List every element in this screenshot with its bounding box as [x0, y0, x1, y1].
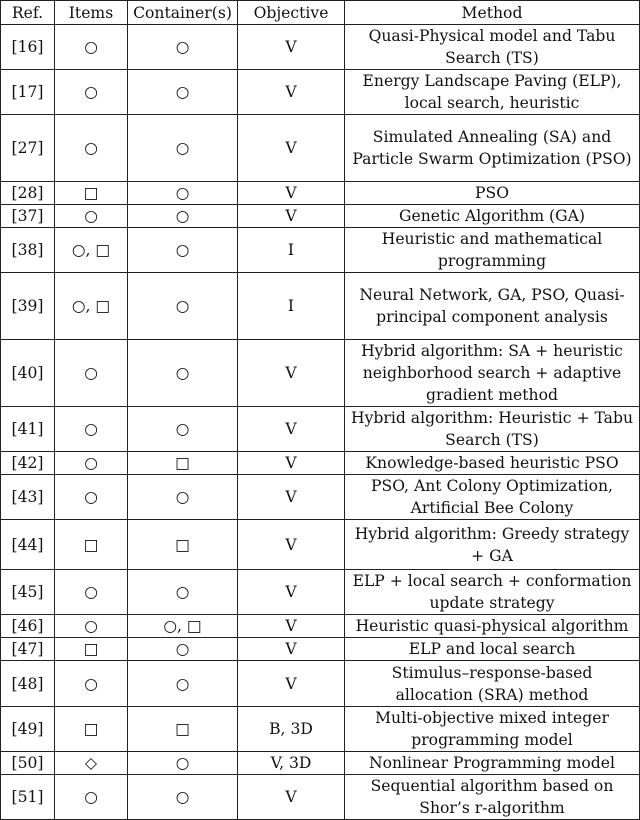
- cell-ref: [17]: [1, 70, 55, 115]
- cell-method: ELP and local search: [345, 638, 640, 661]
- cell-method: Stimulus–response-based allocation (SRA) method: [345, 661, 640, 707]
- cell-items: ○: [55, 452, 128, 475]
- header-items: Items: [55, 1, 128, 25]
- table-row: [1, 182, 640, 205]
- cell-container: ○: [128, 638, 238, 661]
- table-row: [1, 707, 640, 752]
- cell-ref: [48]: [1, 661, 55, 707]
- table-row: [1, 520, 640, 570]
- cell-method: PSO, Ant Colony Optimization, Artificial Bee Colony: [345, 475, 640, 520]
- cell-items: ○: [55, 615, 128, 638]
- table-row: [1, 452, 640, 475]
- cell-method: PSO: [345, 182, 640, 205]
- table-row: [1, 273, 640, 340]
- cell-container: ○: [128, 273, 238, 340]
- cell-method: Neural Network, GA, PSO, Quasi-principal component analysis: [345, 273, 640, 340]
- cell-objective: V: [238, 407, 345, 452]
- header-objective: Objective: [238, 1, 345, 25]
- cell-objective: I: [238, 228, 345, 273]
- cell-container: ○: [128, 70, 238, 115]
- cell-method: Heuristic quasi-physical algorithm: [345, 615, 640, 638]
- cell-items: ○: [55, 775, 128, 820]
- header-ref: Ref.: [1, 1, 55, 25]
- cell-items: ○: [55, 407, 128, 452]
- table-row: [1, 228, 640, 273]
- table-row: [1, 615, 640, 638]
- cell-container: ○: [128, 752, 238, 775]
- header-method: Method: [345, 1, 640, 25]
- cell-ref: [37]: [1, 205, 55, 228]
- cell-container: ○: [128, 25, 238, 70]
- cell-items: ○: [55, 205, 128, 228]
- cell-items: ○, □: [55, 228, 128, 273]
- cell-items: □: [55, 707, 128, 752]
- table-row: [1, 661, 640, 707]
- cell-objective: V: [238, 638, 345, 661]
- cell-ref: [27]: [1, 115, 55, 182]
- cell-ref: [46]: [1, 615, 55, 638]
- table-row: [1, 475, 640, 520]
- cell-ref: [41]: [1, 407, 55, 452]
- cell-container: ○: [128, 340, 238, 407]
- cell-objective: V: [238, 452, 345, 475]
- cell-objective: V: [238, 615, 345, 638]
- cell-items: ◇: [55, 752, 128, 775]
- header-container: Container(s): [128, 1, 238, 25]
- cell-objective: V, 3D: [238, 752, 345, 775]
- table-row: [1, 752, 640, 775]
- cell-method: Hybrid algorithm: SA + heuristic neighborhood search + adaptive gradient method: [345, 340, 640, 407]
- cell-method: Heuristic and mathematical programming: [345, 228, 640, 273]
- cell-ref: [40]: [1, 340, 55, 407]
- table-row: [1, 115, 640, 182]
- table-row: [1, 775, 640, 820]
- cell-method: Hybrid algorithm: Greedy strategy + GA: [345, 520, 640, 570]
- cell-objective: V: [238, 205, 345, 228]
- cell-method: Quasi-Physical model and Tabu Search (TS): [345, 25, 640, 70]
- cell-method: Sequential algorithm based on Shor’s r-algorithm: [345, 775, 640, 820]
- cell-objective: B, 3D: [238, 707, 345, 752]
- cell-items: ○: [55, 340, 128, 407]
- table-row: [1, 407, 640, 452]
- cell-objective: V: [238, 182, 345, 205]
- cell-items: □: [55, 520, 128, 570]
- table-row: [1, 340, 640, 407]
- cell-items: □: [55, 638, 128, 661]
- table-row: [1, 25, 640, 70]
- cell-container: ○: [128, 205, 238, 228]
- cell-objective: V: [238, 115, 345, 182]
- cell-objective: V: [238, 70, 345, 115]
- cell-container: ○: [128, 475, 238, 520]
- cell-ref: [43]: [1, 475, 55, 520]
- cell-container: □: [128, 520, 238, 570]
- cell-items: ○: [55, 570, 128, 615]
- cell-ref: [16]: [1, 25, 55, 70]
- cell-container: ○: [128, 115, 238, 182]
- cell-method: Genetic Algorithm (GA): [345, 205, 640, 228]
- table-row: [1, 638, 640, 661]
- cell-container: ○: [128, 228, 238, 273]
- cell-ref: [39]: [1, 273, 55, 340]
- table-row: [1, 205, 640, 228]
- cell-objective: I: [238, 273, 345, 340]
- cell-container: ○: [128, 661, 238, 707]
- cell-objective: V: [238, 661, 345, 707]
- cell-objective: V: [238, 570, 345, 615]
- cell-container: ○, □: [128, 615, 238, 638]
- cell-items: ○: [55, 70, 128, 115]
- cell-items: ○, □: [55, 273, 128, 340]
- cell-ref: [45]: [1, 570, 55, 615]
- table-row: [1, 570, 640, 615]
- cell-ref: [44]: [1, 520, 55, 570]
- cell-method: Energy Landscape Paving (ELP), local search, heuristic: [345, 70, 640, 115]
- header-row: [1, 1, 640, 25]
- cell-objective: V: [238, 520, 345, 570]
- cell-container: ○: [128, 182, 238, 205]
- cell-method: Knowledge-based heuristic PSO: [345, 452, 640, 475]
- cell-method: Multi-objective mixed integer programming model: [345, 707, 640, 752]
- cell-method: Nonlinear Programming model: [345, 752, 640, 775]
- cell-objective: V: [238, 475, 345, 520]
- cell-method: Simulated Annealing (SA) and Particle Swarm Optimization (PSO): [345, 115, 640, 182]
- table-body: [1, 25, 640, 820]
- cell-objective: V: [238, 775, 345, 820]
- cell-container: □: [128, 707, 238, 752]
- cell-objective: V: [238, 340, 345, 407]
- cell-container: ○: [128, 407, 238, 452]
- cell-items: □: [55, 182, 128, 205]
- cell-ref: [28]: [1, 182, 55, 205]
- cell-ref: [47]: [1, 638, 55, 661]
- cell-container: □: [128, 452, 238, 475]
- table-row: [1, 70, 640, 115]
- cell-container: ○: [128, 775, 238, 820]
- cell-ref: [38]: [1, 228, 55, 273]
- cell-container: ○: [128, 570, 238, 615]
- cell-ref: [42]: [1, 452, 55, 475]
- cell-items: ○: [55, 475, 128, 520]
- cell-objective: V: [238, 25, 345, 70]
- cell-items: ○: [55, 115, 128, 182]
- cell-ref: [49]: [1, 707, 55, 752]
- cell-method: Hybrid algorithm: Heuristic + Tabu Search (TS): [345, 407, 640, 452]
- cell-ref: [50]: [1, 752, 55, 775]
- cell-items: ○: [55, 25, 128, 70]
- cell-method: ELP + local search + conformation update strategy: [345, 570, 640, 615]
- cell-ref: [51]: [1, 775, 55, 820]
- cell-items: ○: [55, 661, 128, 707]
